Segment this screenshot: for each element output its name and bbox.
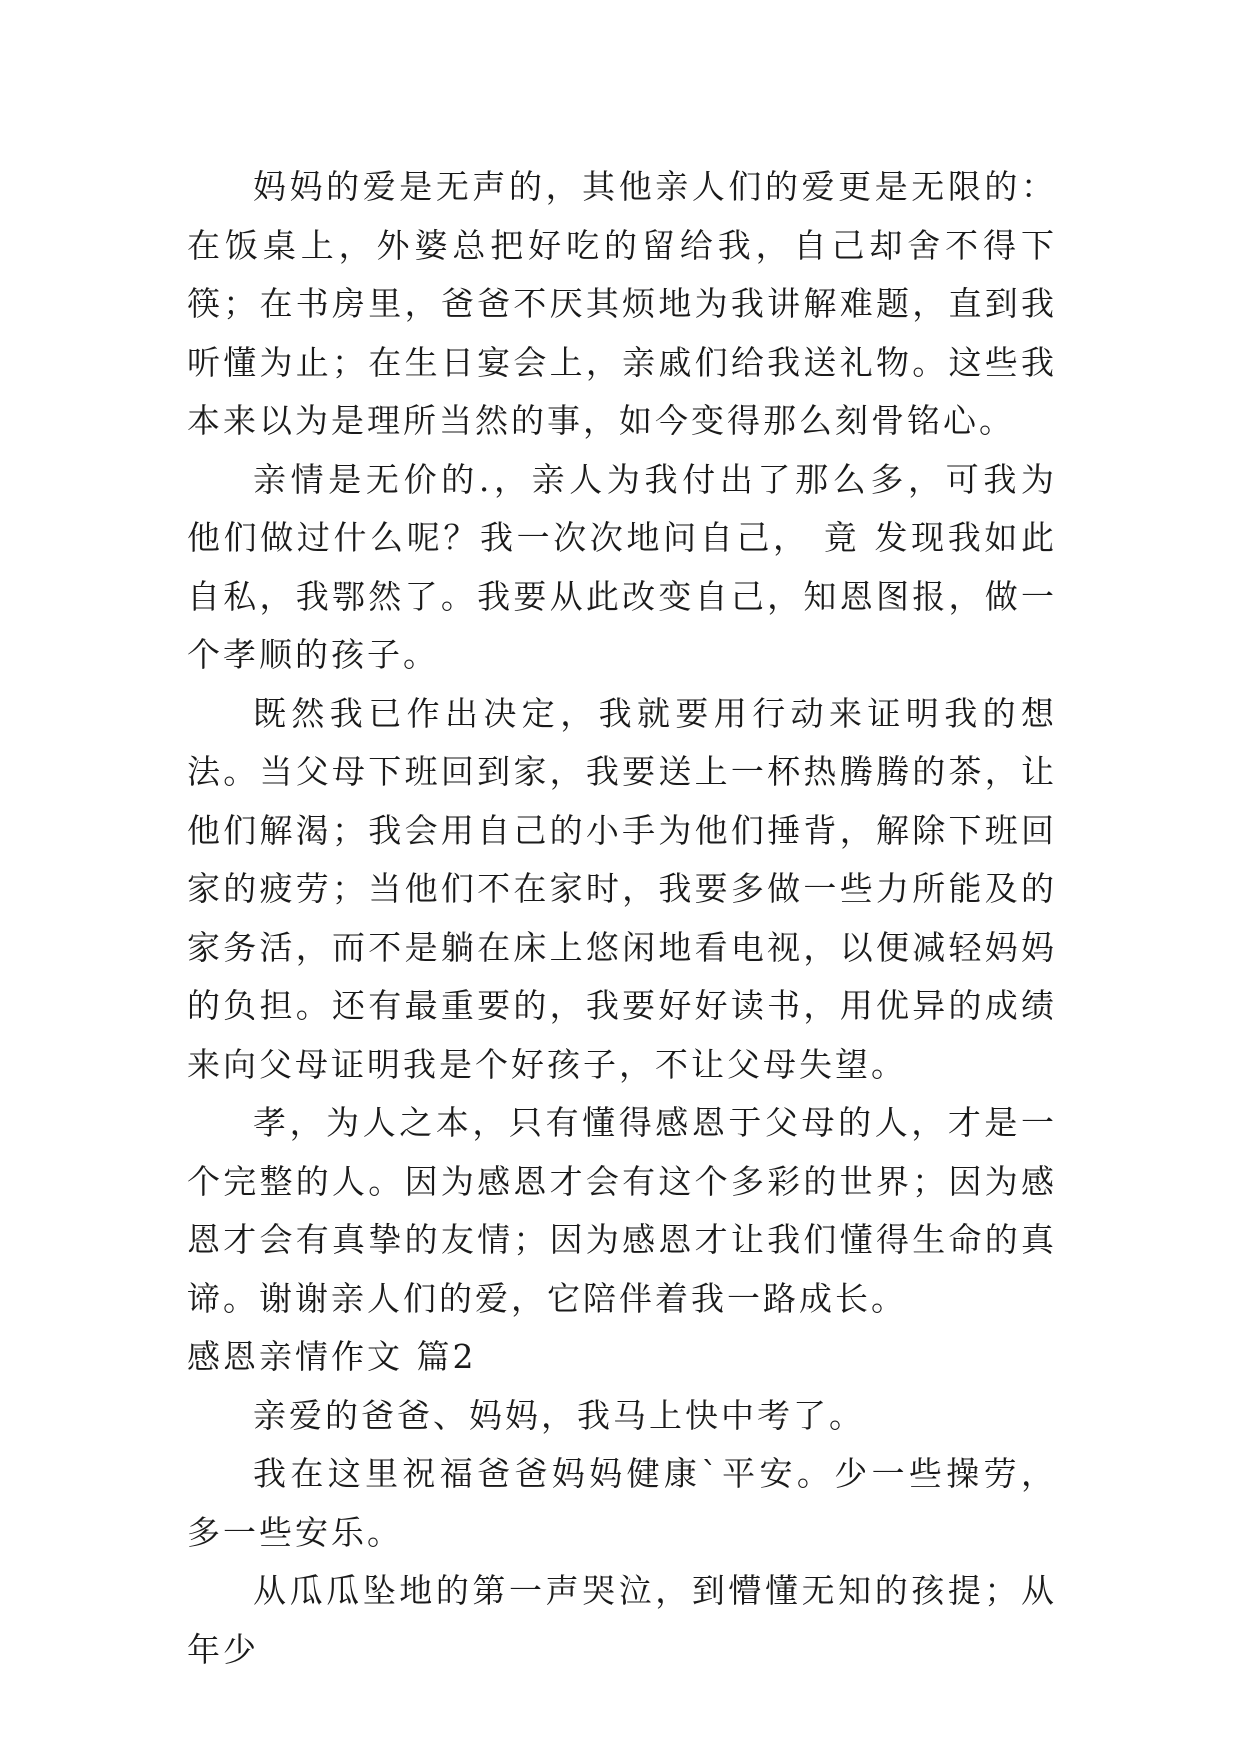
section-heading: 感恩亲情作文 篇2 bbox=[187, 1337, 477, 1376]
document-page bbox=[187, 158, 1057, 1679]
essay-paragraph-4: 孝，为人之本，只有懂得感恩于父母的人，才是一个完整的人。因为感恩才会有这个多彩的世界；因为感恩才会有真挚的友情；因为感恩才让我们懂得生命的真谛。谢谢亲人们的爱，它陪伴着我一路成长。 bbox=[187, 1103, 1057, 1318]
essay-paragraph-7: 从瓜瓜坠地的第一声哭泣，到懵懂无知的孩提；从年少 bbox=[187, 1571, 1057, 1669]
essay-paragraph-2: 亲情是无价的.，亲人为我付出了那么多，可我为他们做过什么呢？我一次次地问自己， 竟 发现我如此自私，我鄂然了。我要从此改变自己，知恩图报，做一个孝顺的孩子。 bbox=[187, 459, 1057, 674]
essay-paragraph-1: 妈妈的爱是无声的，其他亲人们的爱更是无限的：在饭桌上，外婆总把好吃的留给我，自己却舍不得下筷；在书房里，爸爸不厌其烦地为我讲解难题，直到我听懂为止；在生日宴会上，亲戚们给我送礼物。这些我本来以为是理所当然的事，如今变得那么刻骨铭心。 bbox=[187, 167, 1057, 440]
essay-paragraph-5: 亲爱的爸爸、妈妈，我马上快中考了。 bbox=[253, 1395, 865, 1435]
essay-paragraph-6: 我在这里祝福爸爸妈妈健康`平安。少一些操劳，多一些安乐。 bbox=[187, 1454, 1057, 1552]
essay-paragraph-3: 既然我已作出决定，我就要用行动来证明我的想法。当父母下班回到家，我要送上一杯热腾腾的茶，让他们解渴；我会用自己的小手为他们捶背，解除下班回家的疲劳；当他们不在家时，我要多做一些力所能及的家务活，而不是躺在床上悠闲地看电视，以便减轻妈妈的负担。还有最重要的，我要好好读书，用优异的成绩来向父母证明我是个好孩子，不让父母失望。 bbox=[187, 693, 1057, 1084]
